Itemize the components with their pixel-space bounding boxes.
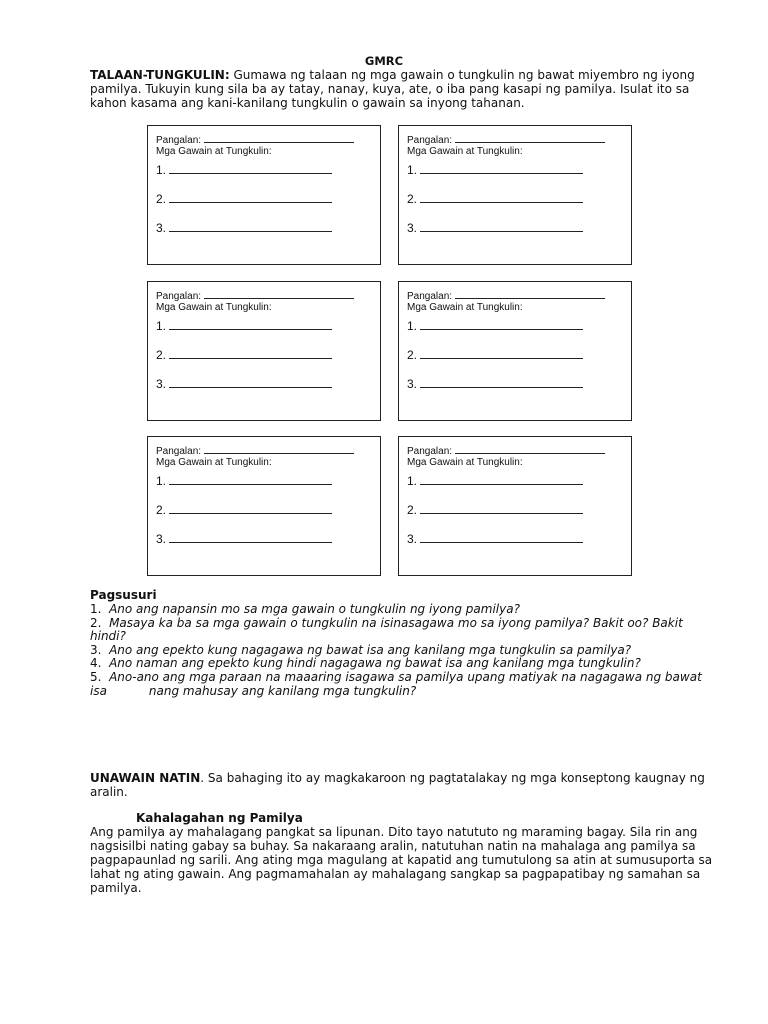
question-line — [90, 602, 690, 616]
name-blank-line — [204, 443, 354, 454]
duty-blank-line — [169, 472, 332, 485]
duty-item — [156, 190, 332, 206]
kahalagahan-line: pamilya. — [90, 881, 142, 895]
duty-item-number: 1. — [156, 163, 167, 177]
name-field — [407, 132, 605, 147]
duty-item-number: 3. — [407, 221, 418, 235]
name-label: Pangalan: — [156, 291, 202, 302]
duty-blank-line — [169, 219, 332, 232]
duty-item-number: 2. — [407, 192, 418, 206]
question-line — [90, 684, 690, 698]
name-field — [407, 443, 605, 458]
family-member-box — [398, 125, 632, 265]
duty-blank-line — [420, 346, 583, 359]
question-number: 2. — [90, 616, 102, 630]
duty-item — [407, 472, 583, 488]
question-text: Ano ang epekto kung nagagawa ng bawat isa ang kanilang mga tungkulin sa pamilya? — [101, 643, 632, 657]
name-field — [156, 288, 354, 303]
duty-item-number: 1. — [156, 319, 167, 333]
pagsusuri-heading: Pagsusuri — [90, 588, 157, 602]
duty-blank-line — [420, 472, 583, 485]
duty-item — [407, 530, 583, 546]
task-line-3: kahon kasama ang kani-kanilang tungkulin o gawain sa inyong tahanan. — [90, 96, 525, 110]
duty-item — [156, 501, 332, 517]
family-member-box — [147, 281, 381, 421]
name-label: Pangalan: — [407, 291, 453, 302]
kahalagahan-line: Ang pamilya ay mahalagang pangkat sa lipunan. Dito tayo natututo ng maraming bagay. Sila rin ang — [90, 825, 698, 839]
question-line — [90, 629, 690, 643]
family-member-box — [147, 436, 381, 576]
duty-item-number: 3. — [156, 221, 167, 235]
duty-blank-line — [169, 501, 332, 514]
duty-item — [407, 161, 583, 177]
duty-item-number: 2. — [156, 192, 167, 206]
name-blank-line — [455, 288, 605, 299]
duty-blank-line — [169, 161, 332, 174]
name-label: Pangalan: — [156, 446, 202, 457]
family-member-box — [398, 436, 632, 576]
duty-item-number: 1. — [156, 474, 167, 488]
name-label: Pangalan: — [407, 135, 453, 146]
duty-blank-line — [169, 375, 332, 388]
question-text: Ano naman ang epekto kung hindi nagagawa ng bawat isa ang kanilang mga tungkulin? — [101, 656, 641, 670]
duty-blank-line — [169, 317, 332, 330]
question-number: 4. — [90, 656, 102, 670]
duty-item — [156, 161, 332, 177]
duties-label: Mga Gawain at Tungkulin: — [407, 146, 523, 157]
duty-item — [407, 219, 583, 235]
duty-item — [407, 375, 583, 391]
name-field — [407, 288, 605, 303]
duty-item-number: 2. — [156, 348, 167, 362]
duties-label: Mga Gawain at Tungkulin: — [407, 457, 523, 468]
question-line — [90, 656, 690, 670]
name-blank-line — [204, 132, 354, 143]
question-text: hindi? — [90, 629, 126, 643]
name-label: Pangalan: — [156, 135, 202, 146]
duty-blank-line — [420, 501, 583, 514]
duty-blank-line — [169, 346, 332, 359]
duties-label: Mga Gawain at Tungkulin: — [156, 146, 272, 157]
question-line — [90, 643, 690, 657]
question-text: isa nang mahusay ang kanilang mga tungkulin? — [90, 684, 417, 698]
duty-item — [156, 472, 332, 488]
task-instructions — [90, 68, 695, 110]
name-field — [156, 443, 354, 458]
duty-item-number: 3. — [156, 377, 167, 391]
duty-blank-line — [169, 530, 332, 543]
duty-item-number: 3. — [407, 377, 418, 391]
family-member-box — [398, 281, 632, 421]
kahalagahan-line: nagsisilbi nating gabay sa buhay. Sa nakaraang aralin, natutuhan natin na mahalaga ang pamilya sa — [90, 839, 696, 853]
duties-label: Mga Gawain at Tungkulin: — [156, 302, 272, 313]
unawain-line-2: aralin. — [90, 785, 128, 799]
duty-blank-line — [420, 317, 583, 330]
question-number: 5. — [90, 670, 102, 684]
question-text: Ano-ano ang mga paraan na maaaring isagawa sa pamilya upang matiyak na nagagawa ng bawat — [101, 670, 702, 684]
question-number: 1. — [90, 602, 102, 616]
duty-blank-line — [420, 161, 583, 174]
question-number: 3. — [90, 643, 102, 657]
duty-item-number: 3. — [156, 532, 167, 546]
duty-item — [407, 190, 583, 206]
duty-blank-line — [420, 219, 583, 232]
name-label: Pangalan: — [407, 446, 453, 457]
duty-item — [156, 219, 332, 235]
duty-item — [156, 530, 332, 546]
duty-item — [407, 346, 583, 362]
question-text: Ano ang napansin mo sa mga gawain o tungkulin ng iyong pamilya? — [101, 602, 520, 616]
duty-item — [156, 375, 332, 391]
unawain-label: UNAWAIN NATIN — [90, 771, 201, 785]
duty-item-number: 2. — [156, 503, 167, 517]
duty-blank-line — [420, 530, 583, 543]
name-blank-line — [455, 132, 605, 143]
duty-item-number: 2. — [407, 348, 418, 362]
unawain-line-1: . Sa bahaging ito ay magkakaroon ng pagtatalakay ng mga konseptong kaugnay ng — [200, 771, 705, 785]
duty-blank-line — [420, 190, 583, 203]
duties-label: Mga Gawain at Tungkulin: — [407, 302, 523, 313]
unawain-section — [90, 771, 705, 799]
kahalagahan-line: pagpapaunlad ng sarili. Ang ating mga magulang at kapatid ang tumutulong sa atin at sumusuporta sa — [90, 853, 713, 867]
kahalagahan-heading: Kahalagahan ng Pamilya — [136, 811, 303, 825]
duty-blank-line — [169, 190, 332, 203]
family-member-box — [147, 125, 381, 265]
task-label: TALAAN-TUNGKULIN: — [90, 68, 230, 82]
duty-item-number: 3. — [407, 532, 418, 546]
duties-label: Mga Gawain at Tungkulin: — [156, 457, 272, 468]
duty-item — [156, 317, 332, 333]
duty-item — [407, 501, 583, 517]
question-text: Masaya ka ba sa mga gawain o tungkulin na isinasagawa mo sa iyong pamilya? Bakit oo? Bakit — [101, 616, 683, 630]
name-field — [156, 132, 354, 147]
task-line-1: Gumawa ng talaan ng mga gawain o tungkulin ng bawat miyembro ng iyong — [229, 68, 695, 82]
duty-blank-line — [420, 375, 583, 388]
page-title: GMRC — [364, 54, 404, 68]
duty-item-number: 1. — [407, 163, 418, 177]
task-line-2: pamilya. Tukuyin kung sila ba ay tatay, nanay, kuya, ate, o iba pang kasapi ng pamilya. Isulat ito sa — [90, 82, 690, 96]
name-blank-line — [455, 443, 605, 454]
kahalagahan-line: lahat ng ating gawain. Ang pagmamahalan ay mahalagang sangkap sa pagpapatibay ng samahan sa — [90, 867, 701, 881]
duty-item-number: 2. — [407, 503, 418, 517]
question-line — [90, 670, 702, 684]
question-line — [90, 616, 690, 630]
duty-item-number: 1. — [407, 319, 418, 333]
duty-item-number: 1. — [407, 474, 418, 488]
duty-item — [407, 317, 583, 333]
duty-item — [156, 346, 332, 362]
name-blank-line — [204, 288, 354, 299]
